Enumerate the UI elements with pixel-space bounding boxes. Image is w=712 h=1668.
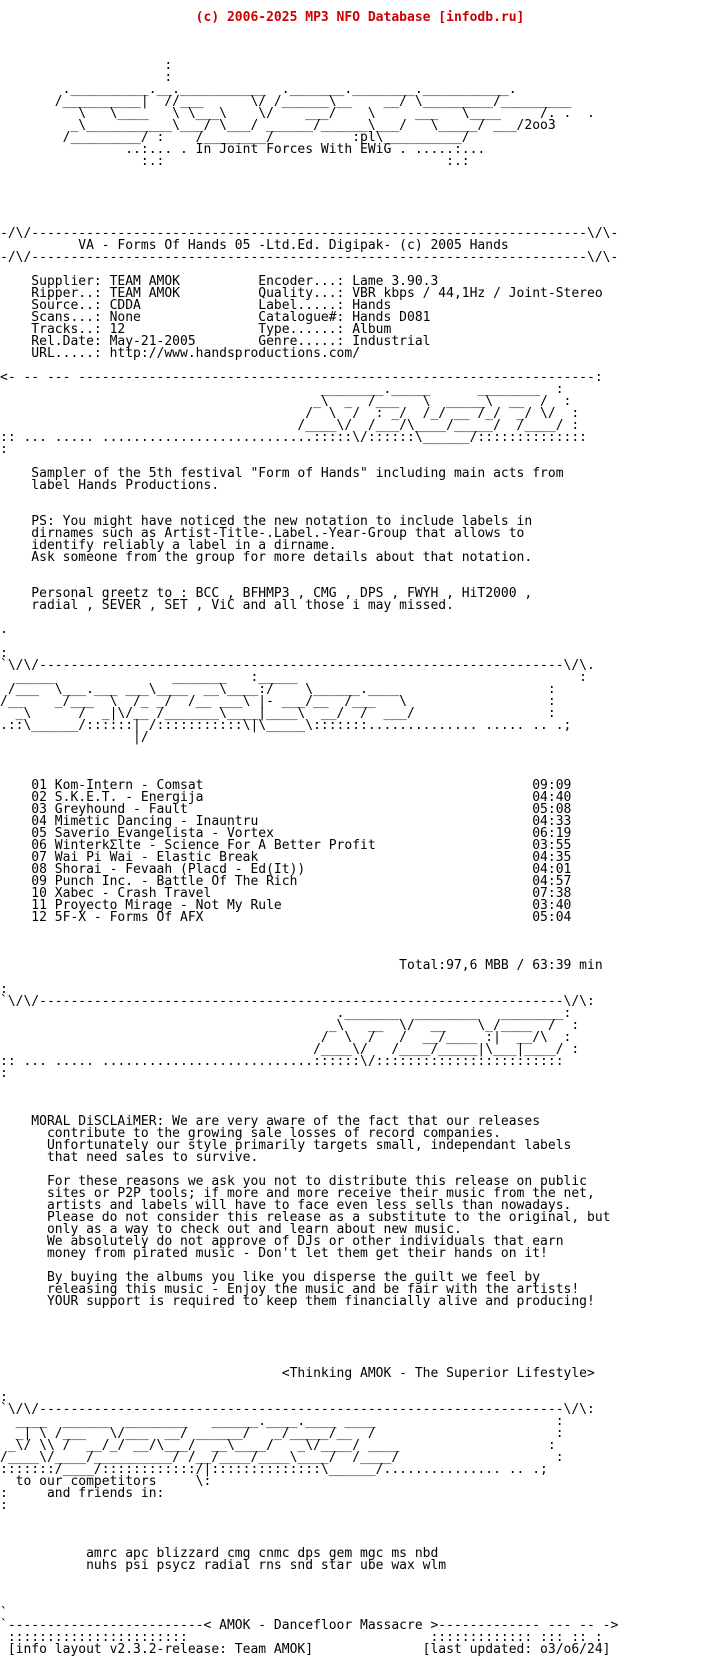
competitor-list: [0, 1548, 712, 1572]
track-row: 12 5F-X - Forms Of AFX 05:04: [0, 910, 572, 925]
logo-line: :::::::/____/::::::::::::/|::::::::::::::\______/............... .. .;: [0, 1462, 548, 1477]
info-line: Rel.Date: May-21-2005 Genre.....: Industrial: [0, 334, 431, 349]
logo-line: `\/\/-------------------------------------------------------------------\/\.: [0, 658, 595, 673]
logo-line: ____ ______ ________ ______.____.____ ____ :: [0, 1414, 564, 1429]
logo-line: /____\/ /___/\____/_____/ /____/ :: [0, 418, 580, 433]
notes-line: identify reliably a label in a dirname.: [0, 538, 337, 553]
spacer: [0, 1320, 712, 1332]
footer-line: ::::::::::::::::::::::: ::::::::::::: ::: :: :: [0, 1630, 603, 1645]
competitor-line: amrc apc blizzard cmg cnmc dps gem mgc ms nbd: [0, 1546, 439, 1561]
disclaimer-line: MORAL DiSCLAiMER: We are very aware of the fact that our releases: [0, 1114, 541, 1129]
logo-line: :: [0, 58, 173, 73]
logo-line: /__________| //___ \/ /______\__ __/ \_________/_________: [0, 94, 572, 109]
spacer: [0, 1584, 712, 1596]
logo-line: :: ... ..... ...........................:::::\/::::::\______/::::::::::::::: [0, 430, 587, 445]
track-row: 07 Wai Pi Wai - Elastic Break 04:35: [0, 850, 572, 865]
disclaimer-line: that need sales to survive.: [0, 1150, 259, 1165]
disclaimer-line: money from pirated music - Don't let them get their hands on it!: [0, 1246, 548, 1261]
logo-line: ._______ ________ ________:: [0, 1006, 572, 1021]
notes-line: label Hands Productions.: [0, 478, 220, 493]
notes-line: [0, 492, 712, 504]
disclaimer-line: We absolutely do not approve of DJs or other individuals that earn: [0, 1234, 564, 1249]
tracklist: [0, 780, 712, 924]
release-title-line: VA - Forms Of Hands 05 -Ltd.Ed. Digipak- (c) 2005 Hands: [0, 238, 509, 253]
spacer: [0, 1092, 712, 1104]
disclaimer-line: sites or P2P tools; if more and more receive their music from the net,: [0, 1186, 595, 1201]
disclaimer-line: Unfortunately our style primarily targets small, independant labels: [0, 1138, 572, 1153]
amok-logo-art: [0, 60, 712, 168]
logo-line: : and friends in:: [0, 1486, 165, 1501]
logo-line: ________._____ ________ :: [0, 382, 564, 397]
track-row: 10 Xabec - Crash Travel 07:38: [0, 886, 572, 901]
track-row: 03 Greyhound - Fault 05:08: [0, 802, 572, 817]
disclaimer-line: contribute to the growing sale losses of record companies.: [0, 1126, 501, 1141]
footer-line: [info layout v2.3.2-release: Team AMOK] [last updated: o3/o6/24]: [0, 1642, 611, 1657]
logo-line: _\ _ /___ \ _____\ __ / :: [0, 394, 572, 409]
notes-line: [0, 612, 712, 624]
track-row: 05 Saverio Evangelista - Vortex 06:19: [0, 826, 572, 841]
track-row: 04 Mimetic Dancing - Inauntru 04:33: [0, 814, 572, 829]
logo-line: _\ __ \/ __ \_/____ / :: [0, 1018, 580, 1033]
nfodb-header: (c) 2006-2025 MP3 NFO Database [infodb.ru]: [0, 10, 525, 25]
logo-line: :: [0, 1498, 8, 1513]
logo-line: <- -- --- ------------------------------------------------------------------:: [0, 370, 603, 385]
disclaimer-line: By buying the albums you like you disperse the guilt we feel by: [0, 1270, 541, 1285]
logo-line: :: [0, 1390, 8, 1405]
release-title-line: -/\/-----------------------------------------------------------------------\/\-: [0, 226, 619, 241]
spacer: [0, 1524, 712, 1536]
footer: [0, 1608, 712, 1656]
notes-line: Ask someone from the group for more details about that notation.: [0, 550, 533, 565]
track-row: 06 WinterkΣlte - Science For A Better Profit 03:55: [0, 838, 572, 853]
logo-line: /____\/ /____/_____|\___|____/ :: [0, 1042, 580, 1057]
info-line: Supplier: TEAM AMOK Encoder...: Lame 3.90.3: [0, 274, 439, 289]
logo-line: :: [0, 442, 8, 457]
logo-line: \ \____ \ \___\ \/ ___/ \ ___ \____ /. . .: [0, 106, 595, 121]
logo-line: :: ... ..... ...........................::::::\/::::::::::::::::::::::::: [0, 1054, 564, 1069]
logo-line: :: [0, 1066, 8, 1081]
notes-line: .: [0, 622, 8, 637]
logo-line: _\___________\___/ \___/ ______/______\___/ \_____/ ___/2oo3: [0, 118, 556, 133]
release-title-banner: [0, 228, 712, 264]
notes-line: radial , SEVER , SET , ViC and all those i may missed.: [0, 598, 454, 613]
logo-line: :: [0, 70, 173, 85]
spacer: [0, 204, 712, 216]
moral-disclaimer: [0, 1116, 712, 1308]
spacer: [0, 36, 712, 48]
disclaimer-line: only as a way to check out and learn about new music.: [0, 1222, 462, 1237]
logo-line: |/: [0, 730, 149, 745]
track-row: 02 S.K.E.T. - Energija 04:40: [0, 790, 572, 805]
track-row: 11 Proyecto Mirage - Not My Rule 03:40: [0, 898, 572, 913]
info-line: Tracks..: 12 Type......: Album: [0, 322, 392, 337]
info-line: Scans...: None Catalogue#: Hands D081: [0, 310, 431, 325]
logo-line: .__________.__.___________ ._______.________.___________.: [0, 82, 517, 97]
release-notes: [0, 468, 712, 636]
logo-line: _____ _______ :_____ :: [0, 670, 587, 685]
info-line: Source..: CDDA Label.....: Hands: [0, 298, 392, 313]
info-line: URL.....: http://www.handsproductions.com/: [0, 346, 361, 361]
tracklist-logo-art: [0, 648, 712, 744]
logo-line: /____\/____/__________/ /__/____/____\____/ /____/ :: [0, 1450, 564, 1465]
slogan: <Thinking AMOK - The Superior Lifestyle>: [0, 1366, 595, 1381]
spacer: [0, 936, 712, 948]
logo-line: /__ _/___ \ /_ _/ /__ ___\ |- ___/__ /___ \ :: [0, 694, 556, 709]
greets-logo-art: [0, 1392, 712, 1512]
logo-line: _| \ /___ \/___ __/ ______/ _/_____/__ / :: [0, 1426, 564, 1441]
disclaimer-logo-art: [0, 984, 712, 1080]
logo-line: / \ / : _/ /_/ __ /_/ _/ \/ :: [0, 406, 580, 421]
disclaimer-line: artists and labels will have to face even less sells than nowadays.: [0, 1198, 572, 1213]
spacer: [0, 1344, 712, 1356]
footer-line: `-------------------------< AMOK - Dancefloor Massacre >------------- --- -- ->: [0, 1618, 619, 1633]
total-size-time: Total:97,6 MBB / 63:39 min: [0, 958, 603, 973]
logo-line: ..:... . In Joint Forces With EWiG . .....:...: [0, 142, 486, 157]
release-title-line: -/\/-----------------------------------------------------------------------\/\-: [0, 250, 619, 265]
disclaimer-line: YOUR support is required to keep them financially alive and producing!: [0, 1294, 595, 1309]
notes-line: PS: You might have noticed the new notation to include labels in: [0, 514, 533, 529]
notes-line: dirnames such as Artist-Title-.Label.-Year-Group that allows to: [0, 526, 525, 541]
notes-line: [0, 564, 712, 576]
notes-line: Sampler of the 5th festival "Form of Hands" including main acts from: [0, 466, 564, 481]
competitor-line: nuhs psi psycz radial rns snd star ube wax wlm: [0, 1558, 447, 1573]
logo-line: :: [0, 982, 8, 997]
logo-line: `\/\/-------------------------------------------------------------------\/\:: [0, 994, 595, 1009]
logo-line: to our competitors \:: [0, 1474, 212, 1489]
logo-line: .::\______/::::::| /:::::::::::\|\_____\:::::::.............. ..... .. .;: [0, 718, 572, 733]
notes-line: Personal greetz to : BCC , BFHMP3 , CMG , DPS , FWYH , HiT2000 ,: [0, 586, 533, 601]
disclaimer-line: releasing this music - Enjoy the music and be fair with the artists!: [0, 1282, 580, 1297]
logo-line: /___ \___.___ ___\____ __\____:/ \______.____ :: [0, 682, 556, 697]
logo-line: _\/ \\ / __/_/ __/\___/ __\____/ _\/____/ ____ :: [0, 1438, 556, 1453]
logo-line: / \ / / __/____ :| __/\ :: [0, 1030, 572, 1045]
logo-line: _\ / _|\/__ /_______\____|____\ __/ / ___/ :: [0, 706, 556, 721]
disclaimer-line: For these reasons we ask you not to distribute this release on public: [0, 1174, 587, 1189]
notes-logo-art: [0, 372, 712, 456]
info-line: Ripper..: TEAM AMOK Quality...: VBR kbps / 44,1Hz / Joint-Stereo: [0, 286, 603, 301]
logo-line: :: [0, 646, 8, 661]
logo-line: :.: :.:: [0, 154, 470, 169]
track-row: 08 Shorai - Fevaah (Placd - Ed(It)) 04:01: [0, 862, 572, 877]
disclaimer-line: Please do not consider this release as a substitute to the original, but: [0, 1210, 611, 1225]
spacer: [0, 180, 712, 192]
logo-line: /_________/ : /________/ :pl\__________/: [0, 130, 470, 145]
footer-line: `: [0, 1606, 8, 1621]
track-row: 01 Kom-Intern - Comsat 09:09: [0, 778, 572, 793]
logo-line: `\/\/-------------------------------------------------------------------\/\:: [0, 1402, 595, 1417]
release-info-block: [0, 276, 712, 360]
track-row: 09 Punch Inc. - Battle Of The Rich 04:57: [0, 874, 572, 889]
spacer: [0, 756, 712, 768]
